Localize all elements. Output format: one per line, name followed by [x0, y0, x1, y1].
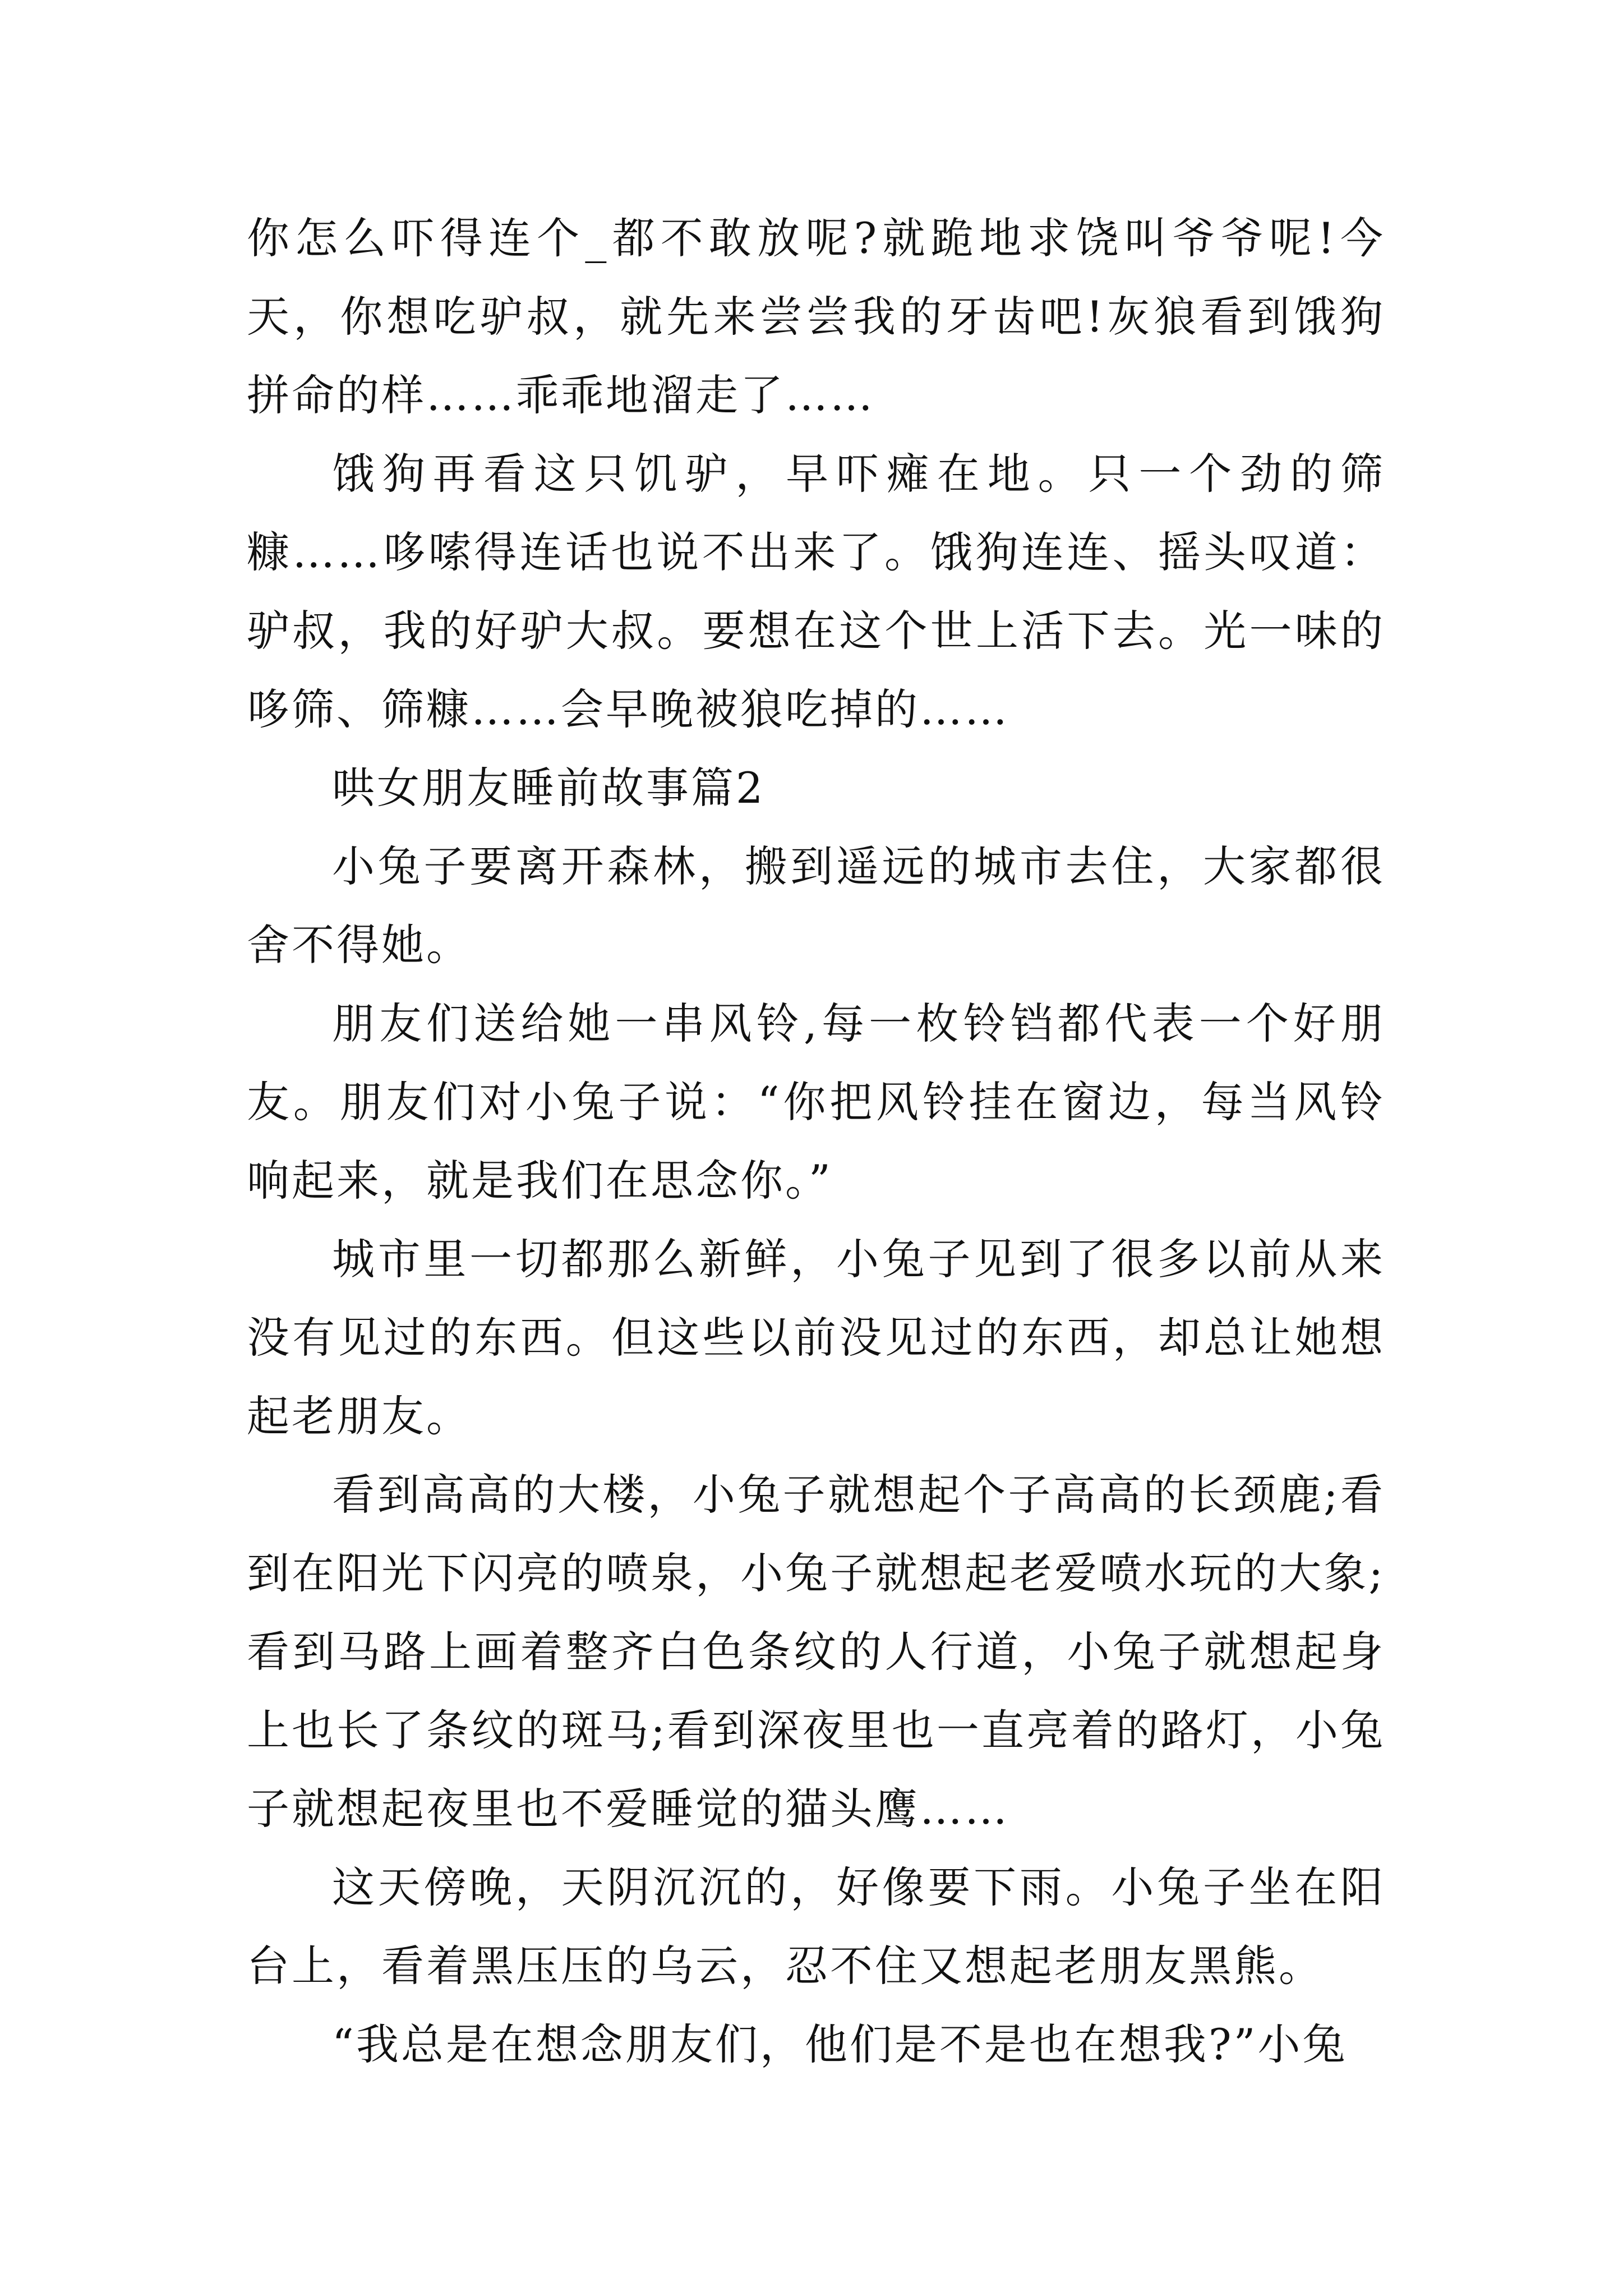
paragraph-3: 小兔子要离开森林，搬到遥远的城市去住，大家都很舍不得她。	[247, 841, 1385, 970]
paragraph-6: 看到高高的大楼，小兔子就想起个子高高的长颈鹿;看到在阳光下闪亮的喷泉，小兔子就想起老爱喷水玩的大象;看到马路上画着整齐白色条纹的人行道，小兔子就想起身上也长了条纹的斑马;看到深夜里也一直亮着的路灯，小兔子就想起夜里也不爱睡觉的猫头鹰……	[247, 1470, 1385, 1834]
document-body	[247, 199, 1385, 2084]
paragraph-4: 朋友们送给她一串风铃,每一枚铃铛都代表一个好朋友。朋友们对小兔子说：“你把风铃挂在窗边，每当风铃响起来，就是我们在思念你。”	[247, 999, 1385, 1205]
paragraph-7: 这天傍晚，天阴沉沉的，好像要下雨。小兔子坐在阳台上，看着黑压压的乌云，忍不住又想起老朋友黑熊。	[247, 1862, 1385, 1991]
paragraph-8: “我总是在想念朋友们，他们是不是也在想我?”小兔	[332, 2019, 1348, 2069]
paragraph-1: 你怎么吓得连个_都不敢放呢?就跪地求饶叫爷爷呢!今天，你想吃驴叔，就先来尝尝我的牙齿吧!灰狼看到饿狗拼命的样……乖乖地溜走了……	[247, 213, 1385, 420]
paragraph-2: 饿狗再看这只饥驴，早吓瘫在地。只一个劲的筛糠……哆嗦得连话也说不出来了。饿狗连连、摇头叹道：驴叔，我的好驴大叔。要想在这个世上活下去。光一味的哆筛、筛糠……会早晚被狼吃掉的……	[247, 449, 1385, 734]
section-title: 哄女朋友睡前故事篇2	[332, 763, 766, 813]
paragraph-5: 城市里一切都那么新鲜，小兔子见到了很多以前从来没有见过的东西。但这些以前没见过的东西，却总让她想起老朋友。	[247, 1234, 1385, 1441]
